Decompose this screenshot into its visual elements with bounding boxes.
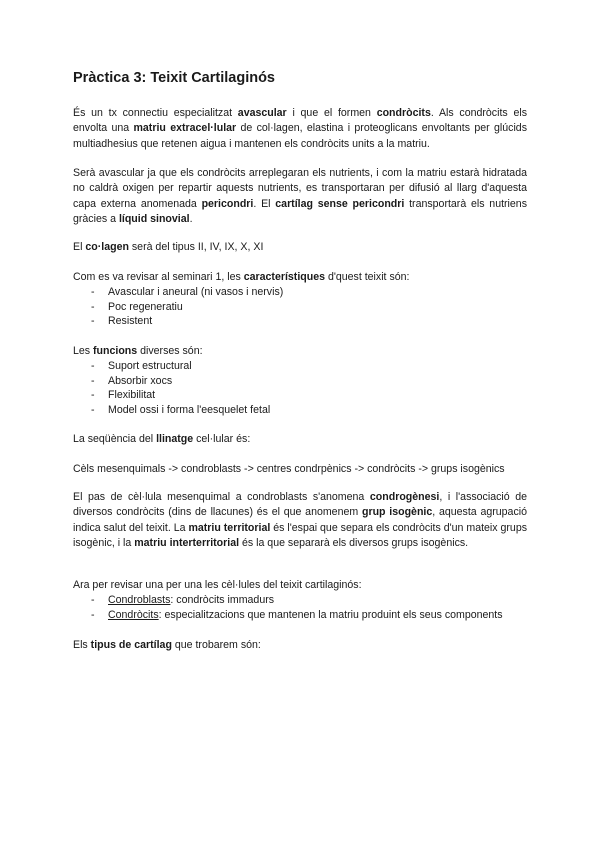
bold-term: condròcits (376, 107, 431, 119)
bold-term: matriu territorial (188, 521, 271, 534)
paragraph-lineage (73, 432, 250, 447)
functions-list (73, 359, 270, 417)
text-run: , i l'associació de diversos condròcits (dins de llacunes) és el que anomenem (73, 491, 527, 519)
cell-description: : especialitzacions que mantenen la matriu produint els seus components (158, 608, 503, 621)
text-run: Els (73, 639, 91, 651)
lineage-sequence: Cèls mesenquimals -> condroblasts -> centres condrpènics -> condròcits -> grups isogènics (73, 463, 505, 475)
text-run: La seqüència del (73, 433, 157, 445)
text-run: Les (73, 345, 94, 357)
characteristics-list (73, 285, 283, 329)
bold-term: líquid sinovial (118, 212, 190, 225)
text-run: i que el formen (286, 107, 377, 119)
list-item: - Poc regeneratiu (73, 300, 283, 315)
bold-term: matriu extracel·lular (133, 122, 237, 135)
text-run: és la que separarà els diversos grups isogènics. (239, 536, 469, 549)
paragraph-cells-intro: Ara per revisar una per una les cèl·lules del teixit cartilaginós: (73, 579, 362, 591)
bold-term: tipus de cartílag (90, 639, 172, 651)
paragraph-intro (73, 106, 527, 152)
bold-term: pericondri (201, 197, 254, 210)
text-run: El (73, 241, 86, 253)
list-item: - Flexibilitat (73, 388, 270, 403)
text-run: Com es va revisar al seminari 1, les (73, 271, 244, 283)
text-run: transportarà els nutriens gràcies a (73, 197, 527, 225)
text-run: És un tx connectiu especialitzat (73, 107, 238, 119)
paragraph-collagen (73, 240, 263, 255)
text-run: que trobarem són: (171, 639, 261, 651)
list-item: - Model ossi i forma l'eesquelet fetal (73, 403, 270, 418)
bold-term: llinatge (156, 433, 194, 445)
bold-term: cartílag sense pericondri (275, 197, 405, 210)
bold-term: grup isogènic (361, 506, 433, 519)
text-run: cel·lular és: (193, 433, 251, 445)
bold-term: matriu interterritorial (134, 536, 240, 549)
list-item: - Suport estructural (73, 359, 270, 374)
text-run: . Als condròcits els envolta una (73, 107, 527, 135)
paragraph-avascular (73, 166, 527, 227)
page-title: Pràctica 3: Teixit Cartilaginós (73, 70, 275, 86)
bold-term: característiques (243, 271, 325, 283)
list-item (73, 608, 503, 623)
list-item (73, 593, 503, 608)
bold-term: funcions (93, 345, 138, 357)
list-item: - Absorbir xocs (73, 374, 270, 389)
text-run: és l'espai que separa els condròcits d'un mateix grups isogènic, i la (73, 521, 528, 549)
paragraph-functions (73, 344, 203, 359)
bold-term: condrogènesi (369, 491, 440, 503)
cells-list (73, 593, 503, 622)
cell-term: Condròcits (108, 608, 159, 621)
list-item: - Avascular i aneural (ni vasos i nervis) (73, 285, 283, 300)
list-item: - Resistent (73, 314, 283, 329)
text-run: . (189, 212, 193, 225)
bold-term: avascular (237, 107, 287, 119)
paragraph-condrogenesis (73, 490, 527, 551)
cell-description: : condròcits immadurs (170, 594, 275, 606)
text-run: serà del tipus II, IV, IX, X, XI (128, 241, 264, 253)
text-run: , aquesta agrupació indica salut del teixit. La (73, 506, 527, 534)
bold-term: co·lagen (85, 241, 129, 253)
text-run: . El (253, 197, 276, 210)
paragraph-characteristics (73, 270, 409, 285)
text-run: Serà avascular ja que els condròcits arreplegaran els nutrients, i com la matriu estarà hidratada no caldrà oxigen per repartir aquests nutrients, es transportaran per difusió al llarg d'aquesta capa externa anomenada (73, 167, 527, 210)
cell-term: Condroblasts (108, 594, 171, 606)
paragraph-cartilage-types (73, 638, 261, 653)
text-run: diverses són: (137, 345, 203, 357)
text-run: El pas de cèl·lula mesenquimal a condroblasts s'anomena (73, 491, 370, 503)
text-run: d'quest teixit són: (325, 271, 410, 283)
text-run: de col·lagen, elastina i proteoglicans envoltants per glúcids multiadhesius que retenen aigua i mantenen els condròcits units a la matriu. (73, 122, 527, 150)
